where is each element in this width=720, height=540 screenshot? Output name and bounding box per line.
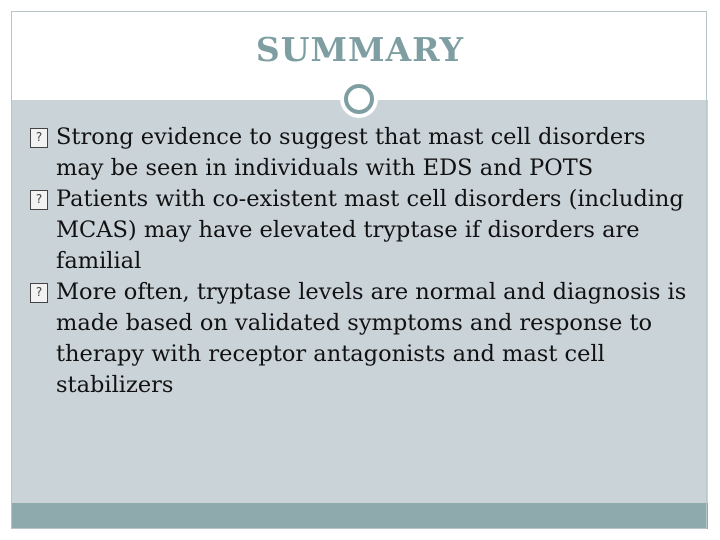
missing-glyph-box-icon: ? bbox=[30, 190, 48, 210]
bullet-list bbox=[30, 122, 690, 401]
missing-glyph-box-icon: ? bbox=[30, 128, 48, 148]
slide-title: SUMMARY bbox=[255, 30, 465, 69]
bullet-item bbox=[30, 122, 690, 184]
bullet-item bbox=[30, 184, 690, 277]
bullet-item bbox=[30, 277, 690, 401]
bullet-text: Strong evidence to suggest that mast cell disorders may be seen in individuals with EDS and POTS bbox=[56, 124, 646, 181]
circle-ring-icon bbox=[344, 84, 374, 114]
bullet-text: Patients with co-existent mast cell disorders (including MCAS) may have elevated tryptase if disorders are familial bbox=[56, 186, 684, 274]
missing-glyph-box-icon: ? bbox=[30, 283, 48, 303]
bullet-text: More often, tryptase levels are normal and diagnosis is made based on validated symptoms and response to therapy with receptor antagonists and mast cell stabilizers bbox=[56, 279, 687, 398]
